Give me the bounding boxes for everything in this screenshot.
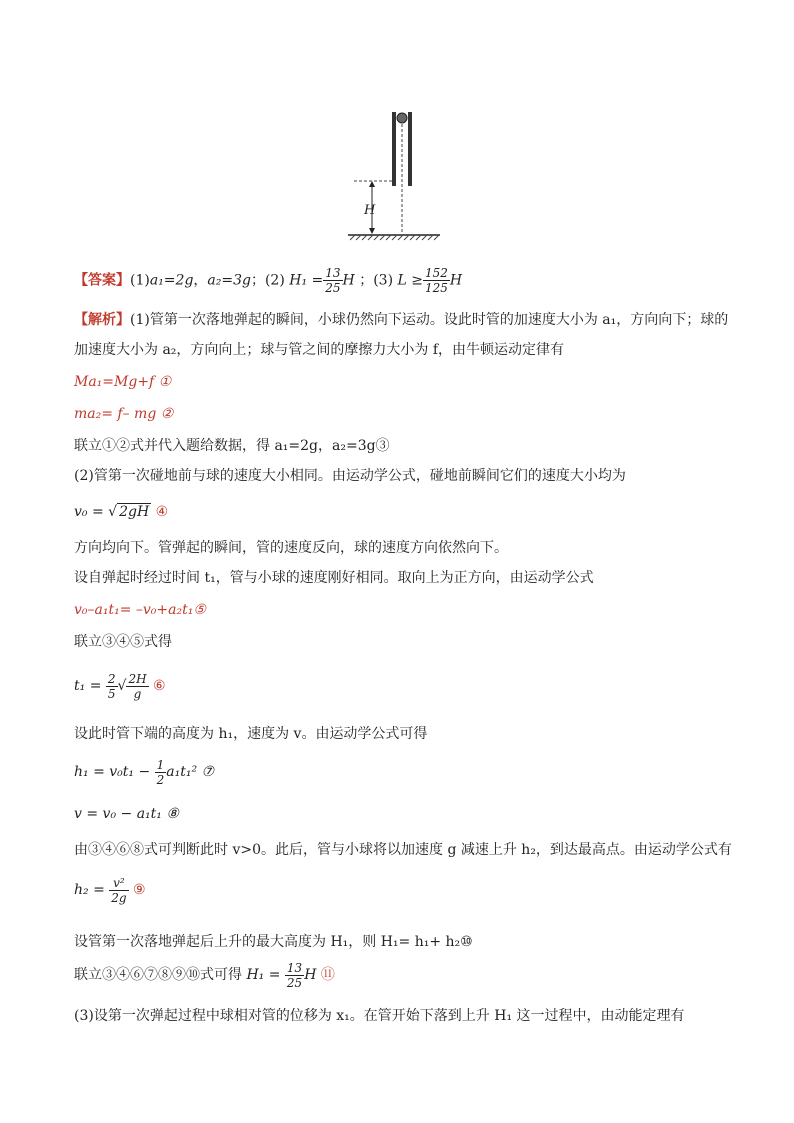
analysis-line-11: 联立③④⑥⑦⑧⑨⑩式可得 H₁ = $\frac{13}{25}$ H ⑪ (74, 960, 335, 990)
analysis-line-10: 设管第一次落地弹起后上升的最大高度为 H₁，则 H₁= h₁+ h₂⑩ (74, 934, 473, 950)
fraction: $\frac{13}{25}$ (325, 266, 341, 295)
ball (397, 113, 407, 123)
analysis-line-6: 设自弹起时经过时间 t₁，管与小球的速度刚好相同。取向上为正方向，由运动学公式 (74, 570, 594, 586)
fraction: $\frac{152}{125}$ (424, 266, 448, 295)
analysis-line-8: 设此时管下端的高度为 h₁，速度为 v。由运动学公式可得 (74, 726, 428, 742)
equation-5: v₀–a₁t₁= –v₀+a₂t₁⑤ (74, 602, 206, 618)
tube-ball-figure (340, 104, 450, 244)
answer-tag: 【答案】 (74, 272, 130, 289)
equation-8: v = v₀ − a₁t₁ ⑧ (74, 806, 179, 822)
equation-6: t₁ = $\frac{2}{5}$ √ $\frac{2H}{g}$ ⑥ (74, 671, 166, 701)
height-label: H (364, 203, 376, 218)
answer-line: 【答案】(1)a₁=2g，a₂=3g；(2) H₁ = $\frac{13}{25}$ H ；(3) L ≥ $\frac{152}{125}$ H (74, 266, 463, 295)
analysis-line-7: 联立③④⑤式得 (74, 634, 172, 650)
analysis-line-4: (2)管第一次碰地前与球的速度大小相同。由运动学公式，碰地前瞬间它们的速度大小均为 (74, 468, 626, 484)
analysis-line-12: (3)设第一次弹起过程中球相对管的位移为 x₁。在管开始下落到上升 H₁ 这一过程中，由动能定理有 (74, 1008, 685, 1024)
analysis-line-2: 加速度大小为 a₂，方向向上；球与管之间的摩擦力大小为 f，由牛顿运动定律有 (74, 342, 565, 358)
analysis-line-9: 由③④⑥⑧式可判断此时 v>0。此后，管与小球将以加速度 g 减速上升 h₂，到达最高点。由运动学公式有 (74, 842, 732, 858)
equation-1: Ma₁=Mg+f ① (74, 374, 172, 390)
equation-7: h₁ = v₀t₁ − $\frac{1}{2}$ a₁t₁² ⑦ (74, 757, 215, 787)
analysis-line-5: 方向均向下。管弹起的瞬间，管的速度反向，球的速度方向依然向下。 (74, 540, 508, 556)
equation-4: v₀ = √ 2gH ④ (74, 504, 169, 520)
equation-9: h₂ = $\frac{\text{v²}}{2g}$ ⑨ (74, 875, 146, 905)
equation-2: ma₂= f– mg ② (74, 406, 174, 422)
analysis-line-1: 【解析】(1)管第一次落地弹起的瞬间，小球仍然向下运动。设此时管的加速度大小为 a₁，方向向下；球的 (74, 312, 729, 328)
analysis-tag: 【解析】 (74, 312, 130, 328)
analysis-line-3: 联立①②式并代入题给数据，得 a₁=2g，a₂=3g③ (74, 438, 390, 454)
